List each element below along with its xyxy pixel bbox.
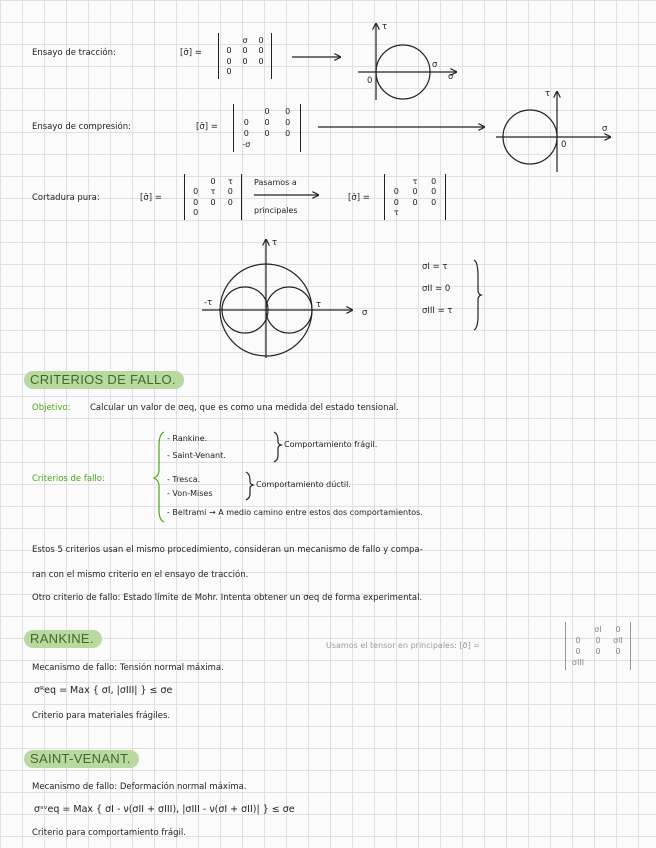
matrix-cell: 0 <box>258 46 264 56</box>
saintvenant-mecanismo: Mecanismo de fallo: Deformación normal máxima. <box>32 782 247 792</box>
fragil-brace <box>274 432 281 462</box>
criterios-brace <box>154 432 164 522</box>
cortadura-arrow-label-1: Pasamos a <box>254 178 297 187</box>
matrix-cell: 0 <box>595 647 601 656</box>
compresion-tensor: [σ̄] = <box>196 122 218 132</box>
matrix-cell: 0 <box>210 197 216 207</box>
paragraph-line-2: ran con el mismo criterio en el ensayo de tracción. <box>32 570 249 580</box>
traccion-label: Ensayo de tracción: <box>32 48 116 58</box>
criterio-item: - Tresca. <box>167 475 201 484</box>
criterio-item: - Rankine. <box>167 434 208 443</box>
rankine-mecanismo: Mecanismo de fallo: Tensión normal máxima. <box>32 663 224 673</box>
values-brace <box>474 260 481 330</box>
criterio-item: - Beltrami → A medio camino entre estos dos comportamientos. <box>167 508 423 517</box>
matrix-cell: τ <box>210 187 216 197</box>
traccion-tensor: [σ̄] = <box>180 48 202 58</box>
matrix-cell: τ <box>412 176 418 186</box>
cortadura-axis-tau: τ <box>272 238 278 248</box>
matrix-cell: 0 <box>193 187 199 197</box>
cortadura-arrow-label-2: principales <box>254 206 298 215</box>
matrix-cell: 0 <box>615 625 621 634</box>
saintvenant-heading: SAINT-VENANT. <box>24 750 139 768</box>
cortadura-value-3: σIII = τ <box>422 306 453 316</box>
objetivo-text: Calcular un valor de σeq, que es como una medida del estado tensional. <box>90 403 399 413</box>
saintvenant-formula: σˢᵛeq = Max { σI - ν(σII + σIII), |σIII - ν(σI + σII)| } ≤ σe <box>34 804 295 815</box>
matrix-cell: 0 <box>431 176 437 186</box>
matrix-cell: 0 <box>393 187 399 197</box>
matrix-cell: 0 <box>210 176 216 186</box>
cortadura-pos-tau: τ <box>316 300 322 310</box>
matrix-cell: 0 <box>285 129 291 138</box>
rankine-formula: σᴿeq = Max { σI, |σIII| } ≤ σe <box>34 685 173 696</box>
matrix-cell: 0 <box>412 197 418 207</box>
compresion-axis-tau: τ <box>545 89 551 99</box>
matrix-cell: 0 <box>431 197 437 207</box>
ductil-brace <box>246 472 253 500</box>
criterio-item: - Von-Mises <box>167 489 213 498</box>
compresion-label: Ensayo de compresión: <box>32 122 131 132</box>
matrix-cell: 0 <box>227 187 233 197</box>
matrix-cell: 0 <box>285 107 291 116</box>
compresion-axis-sigma: σ <box>602 124 608 134</box>
matrix-cell: τ <box>393 208 399 218</box>
matrix-cell: 0 <box>242 46 248 56</box>
cortadura-tensor2: [σ̄] = <box>348 193 370 203</box>
rankine-note: Usamos el tensor en principales: [σ̄] = <box>326 641 480 650</box>
matrix-cell: 0 <box>412 187 418 197</box>
paragraph-line-3: Otro criterio de fallo: Estado límite de Mohr. Intenta obtener un σeq de forma experimental. <box>32 593 423 603</box>
rankine-criterio: Criterio para materiales frágiles. <box>32 711 171 721</box>
matrix-cell: 0 <box>243 129 249 138</box>
matrix-cell: 0 <box>226 56 232 66</box>
matrix-cell: 0 <box>595 636 601 645</box>
criterios-label: Criterios de fallo: <box>32 474 105 484</box>
cortadura-label: Cortadura pura: <box>32 193 100 203</box>
matrix-cell: σI <box>594 625 602 634</box>
matrix-cell: σIII <box>571 658 585 667</box>
ductil-note: Comportamiento dúctil. <box>256 480 351 489</box>
matrix-cell: -σ <box>242 140 251 149</box>
cortadura-neg-tau: -τ <box>204 298 213 308</box>
traccion-origin: 0 <box>367 76 373 86</box>
cortadura-tensor: [σ̄] = <box>140 193 162 203</box>
matrix-cell: 0 <box>615 647 621 656</box>
matrix-cell: 0 <box>258 56 264 66</box>
criterios-heading: CRITERIOS DE FALLO. <box>24 371 184 389</box>
matrix-cell: 0 <box>264 107 270 116</box>
matrix-cell: 0 <box>193 197 199 207</box>
matrix-cell: 0 <box>264 129 270 138</box>
matrix-cell: 0 <box>227 197 233 207</box>
paragraph-line-1: Estos 5 criterios usan el mismo procedimiento, consideran un mecanismo de fallo y compa- <box>32 545 423 555</box>
matrix-cell: 0 <box>193 208 199 218</box>
matrix-cell: 0 <box>264 118 270 127</box>
matrix-cell: 0 <box>243 118 249 127</box>
traccion-axis-sigma: σ <box>448 72 454 82</box>
compresion-origin: 0 <box>561 140 567 150</box>
matrix-cell: σ <box>242 35 248 45</box>
cortadura-value-1: σI = τ <box>422 262 448 272</box>
matrix-cell: 0 <box>226 46 232 56</box>
rankine-heading: RANKINE. <box>24 630 102 648</box>
matrix-cell: σII <box>613 636 623 645</box>
matrix-cell: 0 <box>393 197 399 207</box>
matrix-cell: 0 <box>575 647 581 656</box>
criterio-item: - Saint-Venant. <box>167 451 226 460</box>
traccion-circle-sigma: σ <box>432 60 438 70</box>
traccion-axis-tau: τ <box>382 22 388 32</box>
matrix-cell: 0 <box>242 56 248 66</box>
matrix-cell: 0 <box>258 35 264 45</box>
cortadura-axis-sigma: σ <box>362 308 368 318</box>
matrix-cell: 0 <box>285 118 291 127</box>
saintvenant-criterio: Criterio para comportamiento frágil. <box>32 828 186 838</box>
objetivo-label: Objetivo: <box>32 403 71 413</box>
matrix-cell: 0 <box>575 636 581 645</box>
matrix-cell: τ <box>227 176 233 186</box>
cortadura-value-2: σII = 0 <box>422 284 451 294</box>
matrix-cell: 0 <box>226 67 232 77</box>
fragil-note: Comportamiento frágil. <box>284 440 378 449</box>
matrix-cell: 0 <box>431 187 437 197</box>
